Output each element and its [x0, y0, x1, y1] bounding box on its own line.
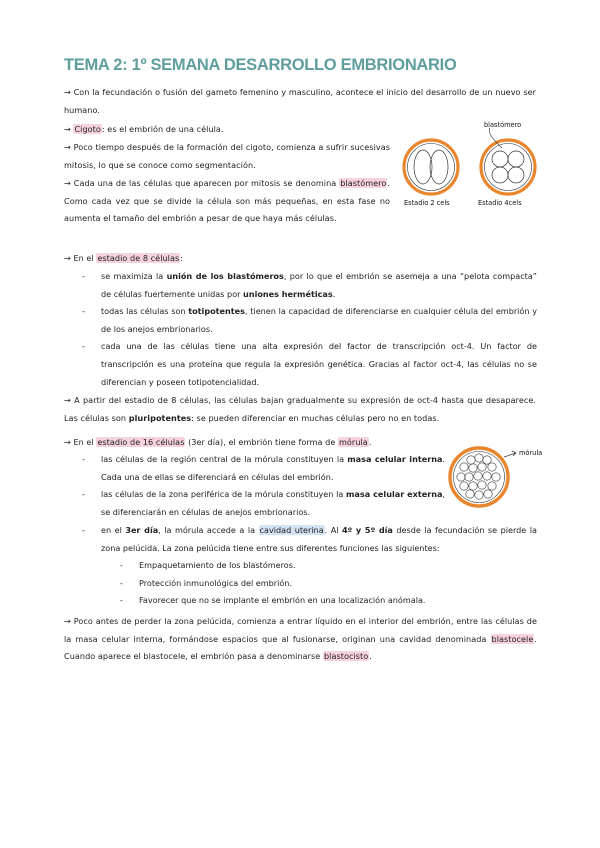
label-2-cells: Estadio 2 cels — [404, 199, 450, 207]
bold-text: masa celular externa — [346, 489, 443, 500]
list-estadio-16-cont — [101, 522, 537, 557]
label-blastomero: blastómero — [484, 121, 522, 129]
list-item: - cada una de las células tiene una alta expresión del factor de transcripción oct-4. Un factor de transcripción es una proteína que regula la expresión genética. Gracias al factor oct-4, las células no se diferencian y poseen totipotencialidad. — [101, 338, 537, 391]
arrow-text: → — [64, 124, 74, 134]
text: (3er día), el embrión tiene forma de — [185, 437, 338, 447]
text: las células de la región central de la mórula constituyen la — [101, 454, 348, 464]
list-item — [101, 268, 537, 303]
text: . — [369, 651, 372, 662]
arrow-text: → En el — [64, 253, 97, 263]
text: en el — [101, 525, 126, 535]
heading-estadio-8 — [64, 250, 536, 268]
four-cell-embryo-drawing — [481, 140, 535, 194]
morula-drawing — [450, 448, 508, 506]
figure-cell-stages — [398, 115, 540, 210]
heading-estadio-16 — [64, 434, 444, 452]
text: . Cada una de ellas se diferenciará en células del embrión. — [101, 454, 445, 482]
bold-text: 3er día — [125, 525, 159, 535]
term-estadio-16: estadio de 16 células — [97, 437, 185, 447]
term-cavidad-uterina: cavidad uterina — [259, 525, 324, 535]
term-morula: mórula — [339, 437, 368, 447]
text: , tienen la capacidad de diferenciarse en cualquier célula del embrión y de los anejos embrionarios. — [101, 306, 537, 334]
list-item — [101, 303, 537, 338]
list-item: - Favorecer que no se implante el embrión en una localización anómala. — [139, 592, 535, 610]
text: , por lo que el embrión se asemeja a una “pelota compacta” de células fuertemente unidas por — [101, 271, 537, 299]
text: . — [332, 288, 336, 299]
term-blastomero: blastómero — [340, 178, 387, 188]
label-4-cells: Estadio 4cels — [478, 199, 522, 207]
list-item: - Protección inmunológica del embrión. — [139, 575, 535, 593]
paragraph-pluripotentes — [64, 392, 536, 427]
text: se maximiza la — [101, 271, 167, 281]
paragraph-cigoto — [64, 121, 394, 139]
list-item — [101, 451, 445, 486]
text: desde la fecundación se pierde la zona pelúcida. La zona pelúcida tiene entre sus diferentes funciones las siguientes: — [101, 525, 537, 553]
bold-text: pluripotentes — [128, 412, 192, 423]
bold-text: 4º y 5º día — [342, 525, 393, 535]
colon-text: : — [180, 253, 184, 263]
two-cell-embryo-drawing — [404, 140, 458, 194]
text: : se pueden diferenciar en muchas células pero no en todas. — [191, 412, 440, 423]
bold-text: masa celular interna — [347, 454, 443, 464]
list-item — [101, 486, 445, 521]
text: → En el — [64, 437, 97, 447]
blastomero-pre-text: → Cada una de las células que aparecen por mitosis se denomina — [64, 178, 340, 188]
term-estadio-8: estadio de 8 células — [97, 253, 180, 263]
text: todas las células son — [101, 306, 189, 317]
list-item: - Empaquetamiento de los blastómeros. — [139, 557, 535, 575]
cigoto-definition: : es el embrión de una célula. — [101, 124, 224, 134]
list-funciones-zona-pelucida — [139, 557, 535, 610]
text: , la mórula accede a la — [158, 525, 259, 535]
text: . Al — [324, 525, 342, 535]
text: → A partir del estadio de 8 células, las células bajan gradualmente su expresión de oct-4 hasta que desaparece. Las células son — [64, 395, 536, 423]
text: , se diferenciarán en células de anejos embrionarios. — [101, 489, 445, 517]
text: las células de la zona periférica de la mórula constituyen la — [101, 489, 346, 500]
page-title: TEMA 2: 1º SEMANA DESARROLLO EMBRIONARIO — [64, 56, 457, 74]
text: . Cuando aparece el blastocele, el embrión pasa a denominarse — [64, 633, 537, 662]
bold-text: unión de los blastómeros — [166, 271, 284, 281]
text: → Poco antes de perder la zona pelúcida, comienza a entrar líquido en el interior del embrión, entre las células de la masa celular interna, formándose espacios que al fusionarse, originan una cavidad denominada — [64, 616, 537, 644]
list-estadio-16 — [101, 451, 445, 521]
bold-text: totipotentes — [188, 306, 245, 317]
paragraph-fecundacion: → Con la fecundación o fusión del gameto femenino y masculino, acontece el inicio del desarrollo de un nuevo ser humano. — [64, 87, 536, 115]
bold-text: uniones herméticas — [243, 288, 333, 299]
blastomero-post-text: . Como cada vez que se divide la célula son más pequeñas, en esta fase no aumenta el tamaño del embrión a pesar de que haya más células. — [64, 178, 390, 224]
list-estadio-8 — [101, 268, 537, 391]
term-cigoto: Cigoto — [74, 124, 101, 134]
paragraph-blastocisto — [64, 613, 537, 666]
label-morula: mórula — [519, 449, 543, 457]
list-item — [101, 522, 537, 557]
arrow-icon — [504, 451, 516, 457]
figure-morula — [448, 440, 548, 512]
term-blastocele: blastocele — [491, 633, 534, 644]
text: . — [368, 437, 372, 447]
paragraph-blastomero — [64, 175, 390, 228]
paragraph-segmentacion: → Poco tiempo después de la formación del cigoto, comienza a sufrir sucesivas mitosis, lo que se conoce como segmentación. — [64, 142, 390, 170]
term-blastocisto: blastocisto — [323, 651, 369, 662]
